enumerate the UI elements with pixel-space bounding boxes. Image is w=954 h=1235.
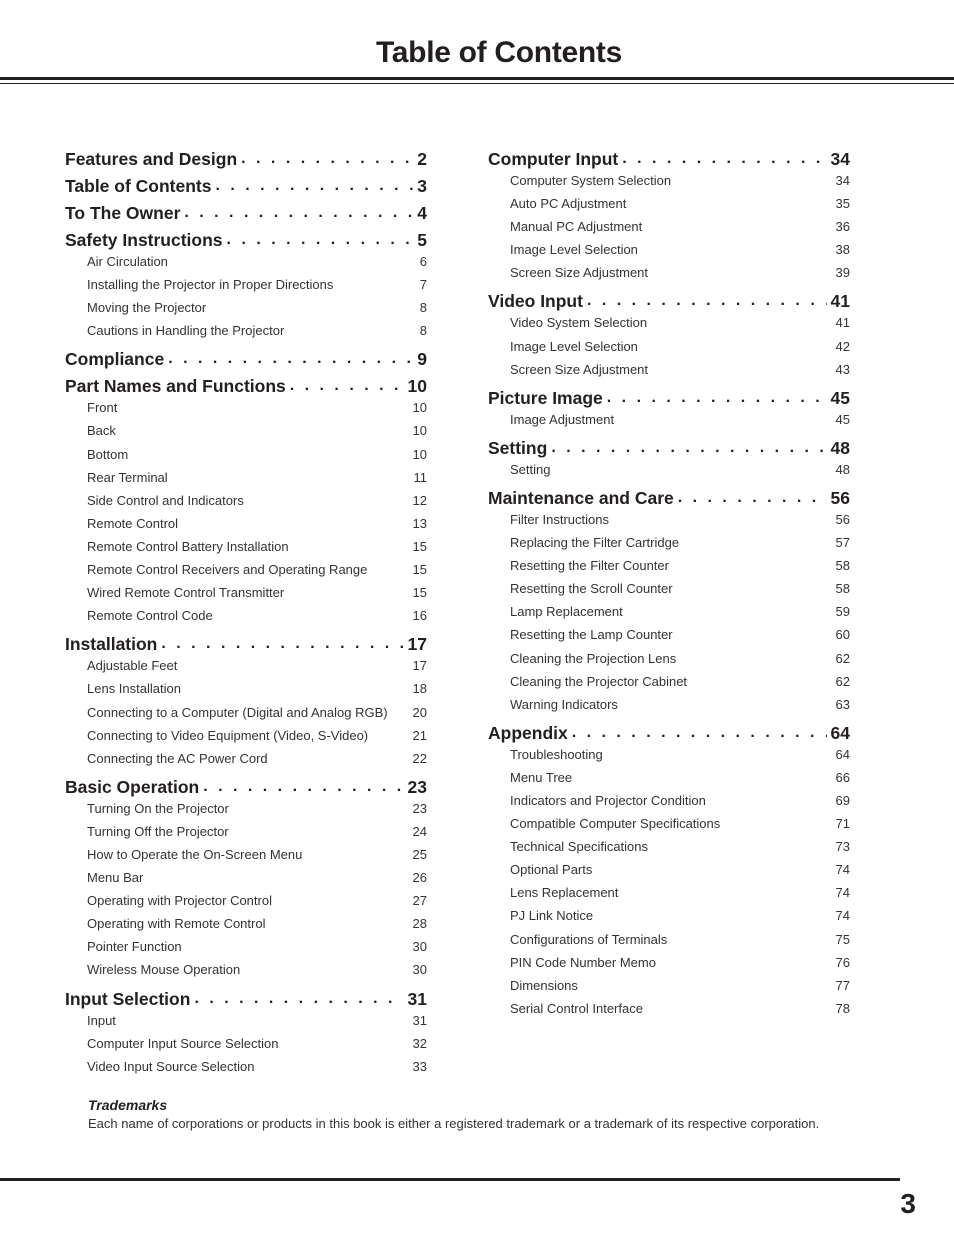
toc-section-title: Input Selection — [65, 988, 191, 1009]
toc-subitem[interactable] — [65, 558, 427, 581]
toc-subitem-label: Remote Control Battery Installation — [87, 538, 289, 554]
toc-subitem-label: Bottom — [87, 446, 129, 462]
toc-subitem[interactable] — [65, 604, 427, 627]
toc-section-title: Table of Contents — [65, 176, 212, 196]
toc-subitem[interactable] — [488, 508, 850, 531]
toc-subitem[interactable] — [488, 577, 850, 600]
toc-section — [488, 431, 850, 481]
toc-subitem-page: 21 — [412, 727, 427, 743]
toc-subitem-label: Serial Control Interface — [510, 1000, 643, 1016]
toc-subitem[interactable] — [65, 319, 427, 342]
toc-subitem-page: 8 — [419, 323, 427, 339]
toc-subitem[interactable] — [488, 928, 850, 951]
toc-subitem-page: 12 — [412, 492, 427, 508]
toc-subitem[interactable] — [65, 466, 427, 489]
toc-section-heading[interactable] — [65, 770, 427, 797]
toc-section-heading[interactable] — [65, 223, 427, 250]
toc-subitem-page: 75 — [835, 931, 850, 947]
toc-subitems — [488, 169, 850, 284]
toc-subitem[interactable] — [488, 881, 850, 904]
toc-section — [65, 342, 427, 369]
toc-section-title: Part Names and Functions — [65, 376, 286, 397]
toc-subitem-label: Computer System Selection — [510, 173, 672, 188]
toc-subitem-page: 17 — [412, 658, 427, 674]
toc-subitem-page: 18 — [412, 681, 427, 697]
toc-section-heading[interactable] — [65, 369, 427, 396]
toc-subitem-label: Cautions in Handling the Projector — [87, 323, 285, 339]
toc-subitem-page: 64 — [835, 746, 850, 762]
toc-subitem[interactable] — [65, 724, 427, 747]
toc-subitem-label: Operating with Remote Control — [87, 916, 266, 932]
header-rule — [0, 77, 954, 80]
toc-section-page: 48 — [830, 437, 850, 458]
toc-section-title: Compliance — [65, 349, 165, 370]
toc-subitem-label: Pointer Function — [87, 939, 182, 955]
toc-subitem[interactable] — [65, 419, 427, 442]
toc-subitem-page: 15 — [412, 538, 427, 554]
toc-subitem-label: Remote Control Code — [87, 608, 213, 624]
toc-subitem-label: Cleaning the Projection Lens — [510, 650, 677, 666]
toc-subitem[interactable] — [488, 904, 850, 927]
toc-subitem-label: Troubleshooting — [510, 746, 603, 762]
toc-subitem-page: 42 — [835, 338, 850, 354]
toc-subitem-label: Configurations of Terminals — [510, 931, 668, 947]
toc-subitem-page: 35 — [835, 196, 850, 212]
toc-section-page: 4 — [417, 203, 427, 223]
toc-subitem[interactable] — [488, 531, 850, 554]
toc-subitem-label: Wired Remote Control Transmitter — [87, 585, 285, 601]
toc-subitem-page: 48 — [835, 461, 850, 477]
toc-subitem-label: Replacing the Filter Cartridge — [510, 535, 680, 551]
trademarks-title: Trademarks — [88, 1097, 168, 1113]
toc-section-page: 5 — [417, 230, 427, 250]
toc-leader-dots — [203, 777, 403, 797]
toc-section — [65, 196, 427, 223]
toc-subitem-page: 39 — [835, 265, 850, 281]
toc-subitem[interactable] — [488, 743, 850, 766]
toc-subitem-label: Remote Control — [87, 515, 179, 531]
toc-subitem-page: 57 — [835, 535, 850, 551]
toc-subitem[interactable] — [65, 797, 427, 820]
toc-subitem-label: Screen Size Adjustment — [510, 265, 649, 281]
toc-subitem[interactable] — [488, 670, 850, 693]
toc-subitem-label: Image Level Selection — [510, 242, 638, 258]
toc-leader-dots — [572, 723, 827, 743]
toc-subitem-page: 43 — [835, 361, 850, 377]
toc-subitem[interactable] — [488, 554, 850, 577]
toc-leader-dots — [241, 149, 413, 169]
toc-subitem[interactable] — [65, 958, 427, 981]
toc-right-column — [488, 142, 850, 1020]
toc-subitem[interactable] — [488, 789, 850, 812]
toc-subitem-page: 31 — [412, 1012, 427, 1028]
toc-subitem-page: 78 — [835, 1000, 850, 1016]
toc-section-heading[interactable] — [488, 142, 850, 169]
toc-subitem-label: Connecting to Video Equipment (Video, S-Video) — [87, 727, 369, 743]
toc-section-heading[interactable] — [65, 142, 427, 169]
toc-subitem-page: 23 — [412, 800, 427, 816]
toc-subitem-label: Image Adjustment — [510, 411, 615, 427]
toc-subitem-label: Compatible Computer Specifications — [510, 816, 721, 832]
toc-subitem-page: 15 — [412, 585, 427, 601]
toc-subitem-page: 20 — [412, 704, 427, 720]
toc-subitem[interactable] — [65, 1032, 427, 1055]
toc-section-page: 23 — [407, 776, 427, 797]
toc-subitem-label: Remote Control Receivers and Operating Range — [87, 562, 368, 578]
toc-subitem[interactable] — [488, 238, 850, 261]
toc-subitem-label: Operating with Projector Control — [87, 893, 272, 909]
toc-subitem-label: Manual PC Adjustment — [510, 219, 643, 235]
toc-subitem[interactable] — [65, 396, 427, 419]
toc-subitem-page: 26 — [412, 870, 427, 886]
toc-subitem[interactable] — [488, 858, 850, 881]
toc-section — [65, 982, 427, 1078]
toc-subitem-label: Connecting to a Computer (Digital and Analog RGB) — [87, 704, 388, 720]
toc-subitem-page: 58 — [835, 581, 850, 597]
toc-subitem-label: Warning Indicators — [510, 696, 618, 712]
toc-subitem-label: Menu Tree — [510, 769, 573, 785]
toc-subitem-label: Front — [87, 400, 118, 416]
footer-rule — [0, 1178, 900, 1181]
toc-subitem-page: 11 — [413, 469, 427, 485]
toc-section-heading[interactable] — [65, 196, 427, 223]
toc-section — [65, 369, 427, 627]
page-number: 3 — [900, 1188, 916, 1219]
toc-subitem-label: Resetting the Lamp Counter — [510, 627, 673, 643]
toc-subitem[interactable] — [65, 512, 427, 535]
toc-leader-dots — [168, 349, 413, 369]
toc-subitems — [65, 1009, 427, 1078]
toc-section-title: Computer Input — [488, 149, 619, 169]
toc-subitem[interactable] — [488, 215, 850, 238]
toc-subitem-page: 8 — [419, 300, 427, 316]
toc-section-title: To The Owner — [65, 203, 181, 223]
toc-subitem-page: 16 — [412, 608, 427, 624]
toc-subitem-page: 62 — [835, 673, 850, 689]
toc-subitem-page: 33 — [412, 1058, 427, 1074]
toc-subitem-page: 6 — [419, 254, 427, 269]
toc-subitem-label: Air Circulation — [87, 254, 168, 269]
toc-subitem-page: 63 — [835, 696, 850, 712]
toc-subitems — [65, 250, 427, 342]
toc-leader-dots — [215, 176, 413, 196]
toc-subitem[interactable] — [65, 250, 427, 273]
toc-subitem-page: 38 — [835, 242, 850, 258]
toc-section-heading[interactable] — [488, 381, 850, 408]
toc-leader-dots — [161, 634, 403, 654]
toc-subitem-page: 74 — [835, 908, 850, 924]
toc-subitem-page: 77 — [835, 977, 850, 993]
toc-subitem[interactable] — [488, 261, 850, 284]
toc-subitem-label: Menu Bar — [87, 870, 144, 886]
toc-subitem-label: Rear Terminal — [87, 469, 168, 485]
page-title: Table of Contents — [375, 36, 622, 69]
toc-subitem[interactable] — [65, 654, 427, 677]
toc-section-title: Installation — [65, 634, 158, 655]
toc-section-title: Maintenance and Care — [488, 487, 674, 508]
toc-subitem-label: Connecting the AC Power Cord — [87, 750, 268, 766]
toc-subitem[interactable] — [65, 820, 427, 843]
toc-subitem[interactable] — [65, 935, 427, 958]
toc-leader-dots — [290, 376, 404, 396]
toc-subitem-page: 36 — [835, 219, 850, 235]
toc-leader-dots — [184, 203, 413, 223]
toc-leader-dots — [551, 438, 826, 458]
toc-subitem-page: 71 — [835, 816, 850, 832]
trademarks-text: Each name of corporations or products in this book is either a registered trademark or a trademark of its respective corporation. — [88, 1116, 820, 1131]
toc-subitem-label: How to Operate the On-Screen Menu — [87, 846, 303, 862]
toc-subitem[interactable] — [488, 192, 850, 215]
toc-subitem[interactable] — [488, 766, 850, 789]
toc-subitem-page: 76 — [835, 954, 850, 970]
toc-subitem-label: Screen Size Adjustment — [510, 361, 649, 377]
toc-subitem-label: Lens Installation — [87, 681, 181, 697]
toc-subitem-label: Cleaning the Projector Cabinet — [510, 673, 688, 689]
toc-section-page: 9 — [417, 349, 427, 370]
toc-subitem-page: 34 — [835, 173, 850, 188]
toc-section-page: 3 — [417, 176, 427, 196]
toc-subitem[interactable] — [65, 701, 427, 724]
toc-section-page: 41 — [830, 291, 850, 312]
toc-section-title: Features and Design — [65, 149, 238, 169]
toc-section-page: 31 — [407, 988, 427, 1009]
toc-subitem[interactable] — [65, 443, 427, 466]
toc-leader-dots — [607, 388, 827, 408]
toc-subitem-label: Resetting the Scroll Counter — [510, 581, 673, 597]
toc-subitem[interactable] — [65, 866, 427, 889]
toc-subitem[interactable] — [65, 535, 427, 558]
toc-subitem[interactable] — [488, 951, 850, 974]
toc-subitem[interactable] — [488, 408, 850, 431]
toc-subitem-label: Dimensions — [510, 977, 578, 993]
toc-section-heading[interactable] — [488, 716, 850, 743]
toc-subitem-page: 59 — [835, 604, 850, 620]
toc-subitem-label: Computer Input Source Selection — [87, 1035, 279, 1051]
toc-section-page: 34 — [830, 149, 850, 169]
toc-subitem-label: Input — [87, 1012, 116, 1028]
toc-subitem[interactable] — [488, 600, 850, 623]
toc-subitem-page: 32 — [412, 1035, 427, 1051]
toc-subitem[interactable] — [488, 693, 850, 716]
toc-section — [488, 142, 850, 284]
toc-subitem-page: 25 — [412, 846, 427, 862]
toc-left-column — [65, 142, 427, 1078]
toc-subitem-label: Back — [87, 423, 116, 439]
toc-subitem-page: 66 — [835, 769, 850, 785]
toc-subitem-page: 74 — [835, 885, 850, 901]
toc-subitem[interactable] — [488, 358, 850, 381]
toc-subitem-page: 58 — [835, 558, 850, 574]
toc-subitem-page: 62 — [835, 650, 850, 666]
toc-subitem[interactable] — [65, 296, 427, 319]
toc-subitem[interactable] — [65, 843, 427, 866]
toc-subitem-label: PJ Link Notice — [510, 908, 594, 924]
toc-subitem-page: 56 — [835, 511, 850, 527]
toc-section — [65, 169, 427, 196]
toc-subitem-page: 45 — [835, 411, 850, 427]
toc-subitems — [488, 508, 850, 716]
toc-subitems — [65, 396, 427, 627]
toc-section-title: Picture Image — [488, 387, 603, 408]
toc-subitem-label: Video Input Source Selection — [87, 1058, 255, 1074]
toc-subitem[interactable] — [65, 889, 427, 912]
toc-subitem-page: 27 — [412, 893, 427, 909]
toc-subitem[interactable] — [65, 912, 427, 935]
toc-subitem-label: Image Level Selection — [510, 338, 638, 354]
toc-section-page: 17 — [407, 634, 427, 655]
toc-subitem[interactable] — [488, 974, 850, 997]
toc-subitem-label: Filter Instructions — [510, 511, 609, 527]
toc-subitem[interactable] — [488, 335, 850, 358]
toc-section-page: 10 — [407, 376, 427, 397]
toc-subitem[interactable] — [65, 273, 427, 296]
toc-section — [65, 770, 427, 982]
toc-subitem-label: Wireless Mouse Operation — [87, 962, 241, 978]
toc-subitem[interactable] — [488, 169, 850, 192]
toc-section — [488, 481, 850, 716]
toc-subitem-page: 24 — [412, 823, 427, 839]
toc-section — [65, 142, 427, 169]
toc-subitem-label: Turning On the Projector — [87, 800, 229, 816]
toc-section-title: Setting — [488, 437, 548, 458]
toc-subitem-label: Resetting the Filter Counter — [510, 558, 669, 574]
toc-subitem[interactable] — [488, 647, 850, 670]
toc-section — [488, 284, 850, 380]
toc-subitem[interactable] — [65, 1055, 427, 1078]
toc-section-heading[interactable] — [65, 982, 427, 1009]
toc-subitem[interactable] — [488, 997, 850, 1020]
toc-subitem-page: 28 — [412, 916, 427, 932]
toc-subitem[interactable] — [488, 623, 850, 646]
toc-section-title: Basic Operation — [65, 776, 200, 797]
toc-leader-dots — [678, 488, 827, 508]
toc-section — [65, 223, 427, 342]
toc-subitem-label: Indicators and Projector Condition — [510, 792, 706, 808]
toc-subitem-label: Video System Selection — [510, 315, 648, 331]
toc-subitem-page: 10 — [412, 446, 427, 462]
toc-subitems — [488, 311, 850, 380]
toc-subitem[interactable] — [488, 812, 850, 835]
toc-subitem-page: 10 — [412, 423, 427, 439]
toc-subitem-label: Technical Specifications — [510, 839, 649, 855]
toc-subitems — [488, 458, 850, 481]
toc-subitem-label: Lens Replacement — [510, 885, 619, 901]
toc-subitem-page: 74 — [835, 862, 850, 878]
toc-subitem[interactable] — [65, 581, 427, 604]
toc-subitem-label: Lamp Replacement — [510, 604, 623, 620]
toc-subitem-page: 15 — [412, 562, 427, 578]
toc-subitem-page: 10 — [412, 400, 427, 416]
toc-leader-dots — [587, 291, 827, 311]
toc-subitem[interactable] — [65, 677, 427, 700]
toc-subitem-label: Optional Parts — [510, 862, 593, 878]
toc-subitems — [488, 743, 850, 1020]
toc-section-title: Video Input — [488, 291, 583, 312]
toc-subitem-page: 60 — [835, 627, 850, 643]
toc-section-page: 45 — [830, 387, 850, 408]
toc-subitems — [65, 797, 427, 982]
toc-subitem-label: Side Control and Indicators — [87, 492, 244, 508]
toc-section — [488, 381, 850, 431]
toc-leader-dots — [227, 230, 414, 250]
toc-subitem-label: Auto PC Adjustment — [510, 196, 627, 212]
toc-section — [65, 627, 427, 769]
toc-subitem-page: 69 — [835, 792, 850, 808]
toc-subitem[interactable] — [65, 1009, 427, 1032]
toc-section-title: Appendix — [488, 722, 568, 743]
toc-section — [488, 716, 850, 1020]
toc-subitem-page: 41 — [835, 315, 850, 331]
toc-leader-dots — [194, 989, 403, 1009]
toc-subitem-label: Setting — [510, 461, 551, 477]
toc-subitem-label: Moving the Projector — [87, 300, 207, 316]
toc-section-heading[interactable] — [65, 169, 427, 196]
header-rule-thin — [0, 83, 954, 84]
toc-section-page: 56 — [830, 487, 850, 508]
toc-section-page: 64 — [830, 722, 850, 743]
toc-section-heading[interactable] — [488, 431, 850, 458]
toc-section-title: Safety Instructions — [65, 230, 223, 250]
toc-subitem[interactable] — [488, 311, 850, 334]
toc-subitem-label: Installing the Projector in Proper Directions — [87, 277, 334, 293]
toc-subitems — [65, 654, 427, 769]
toc-subitem[interactable] — [488, 835, 850, 858]
toc-subitem-label: Adjustable Feet — [87, 658, 178, 674]
toc-subitem-page: 73 — [835, 839, 850, 855]
toc-section-heading[interactable] — [65, 342, 427, 369]
trademarks-note — [88, 1097, 866, 1133]
toc-section-heading[interactable] — [488, 284, 850, 311]
toc-section-heading[interactable] — [488, 481, 850, 508]
toc-subitem-page: 7 — [419, 277, 427, 293]
toc-subitem-label: Turning Off the Projector — [87, 823, 229, 839]
toc-subitem-page: 30 — [412, 962, 427, 978]
toc-section-heading[interactable] — [65, 627, 427, 654]
toc-subitem[interactable] — [65, 747, 427, 770]
toc-subitem-page: 30 — [412, 939, 427, 955]
toc-subitem[interactable] — [65, 489, 427, 512]
toc-subitem-label: PIN Code Number Memo — [510, 954, 656, 970]
toc-section-page: 2 — [417, 149, 427, 169]
toc-subitem-page: 13 — [412, 515, 427, 531]
toc-subitem-page: 22 — [412, 750, 427, 766]
toc-subitem[interactable] — [488, 458, 850, 481]
toc-subitems — [488, 408, 850, 431]
toc-leader-dots — [622, 149, 826, 169]
